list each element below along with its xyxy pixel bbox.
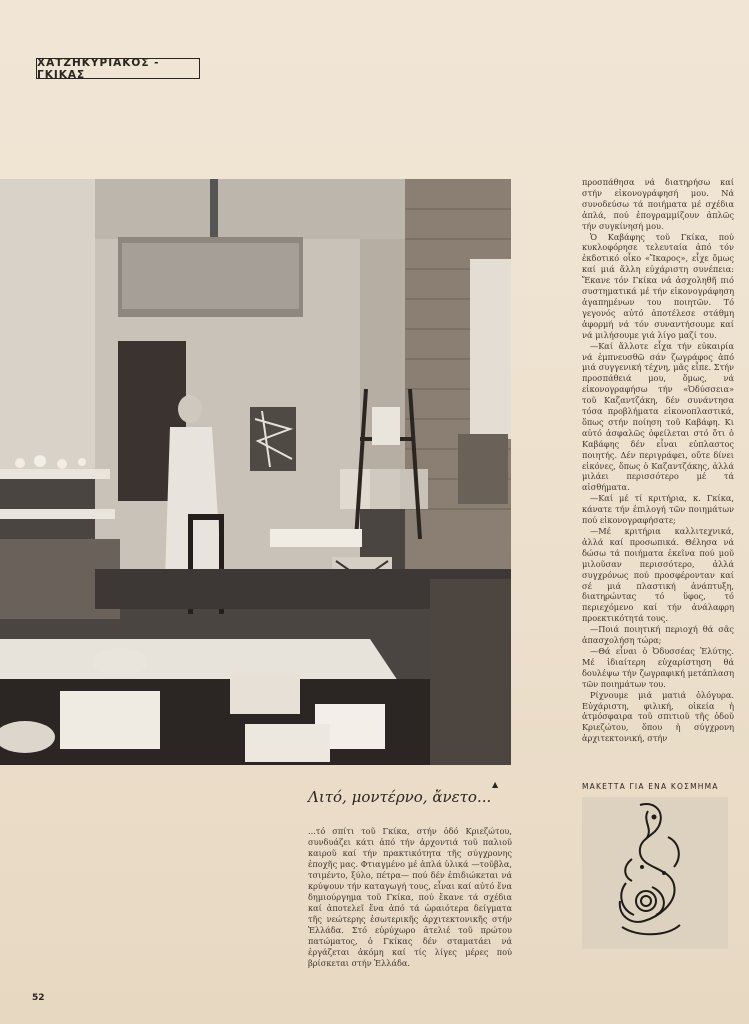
article-right-column [582,177,734,744]
photo-caption-body: ...τό σπίτι τοῦ Γκίκα, στήν ὁδό Κριεζώτου, συνδυάζει κάτι ἀπό τήν ἀρχοντιά τοῦ παλιοῦ καιροῦ καί τήν πρακτικότητα τῆς σύγχρονης ἐποχῆς μας. Φτιαγμένο μέ ἁπλά ὑλικά —τοῦβλα, τσιμέντο, ξύλο, πέτρα— πού δέν ἐπιδιώκεται νά κρύψουν τήν καταγωγή τους, εἶναι καί αὐτό ἕνα δημιούργημα τοῦ Γκίκα, πού ἔκανε τά σχέδια καί ἀποτελεῖ ἕνα ἀπό τά ὡραιότερα δείγματα τῆς νεώτερης ἐσωτερικῆς ἀρχιτεκτονικῆς στήν Ἑλλάδα. Στό εὐρύχωρο ἀτελιέ τοῦ πρώτου πατώματος, ὁ Γκίκας δέν σταματάει νά ἐργάζεται ἀκόμη καί τίς λίγες μέρες πού βρίσκεται στήν Ἑλλάδα. [308,826,512,968]
article-paragraph: —Θά εἶναι ὁ Ὀδυσσέας Ἐλύτης. Μέ ἰδιαίτερη εὐχαρίστηση θά δουλέψω τήν ζωγραφική μετάπλαση τῶν ποιημάτων του. [582,645,734,689]
article-paragraph: προσπάθησα νά διατηρήσω καί στήν εἰκονογράφησή μου. Νά συνοδεύσω τά ποιήματα μέ σχέδια ἁπλά, πού ἐπογραμμίζουν ἁπλῶς τήν συγκίνησή μου. [582,177,734,231]
article-paragraph: —Ποιά ποιητική περιοχή θά σᾶς ἀπασχολήση τώρα; [582,624,734,646]
triangle-marker-icon: ▲ [492,780,499,789]
article-paragraph: Ὁ Καβάφης τοῦ Γκίκα, πού κυκλοφόρησε τελευταία ἀπό τόν ἐκδοτικό οἶκο «Ἴκαρος», εἶχε ὅμως καί μιά ἄλλη εὐχάριστη συνέπεια: Ἔκανε τόν Γκίκα νά ἀσχοληθῆ πιό συστηματικά μέ τήν εἰκονογράφηση ἀγαπημένων του ποιητῶν. Τό γεγονός αὐτό ἀποτέλεσε στάθμη ἀφορμή νά τόν συναντήσουμε καί νά μιλήσουμε γιά λίγο μαζί του. [582,231,734,340]
studio-photo [0,179,511,765]
jewel-sketch-label: ΜΑΚΕΤΤΑ ΓΙΑ ΕΝΑ ΚΟΣΜΗΜΑ [582,782,719,791]
article-paragraph: —Καί ἄλλοτε εἶχα τήν εὐκαιρία νά ἐμπνευσθῶ σάν ζωγράφος ἀπό μιά συγγενική τέχνη, μᾶς εἶπε. Στήν προσπάθειά μου, ὅμως, νά εἰκονογραφήσω τήν «Ὀδύσσεια» τοῦ Καζαντζάκη, δέν συνάντησα τόσα προβλήματα εἰκονοπλαστικά, ὅπως στήν ποίηση τοῦ Καβάφη. Κι αὐτό ἀσφαλῶς ὀφείλεται στό ὅτι ὁ Καβάφης δέν εἶναι εὐπλαστος ποιητής. Δέν περιγράφει, οὔτε δίνει εἰκόνες, ὅπως ὁ Καζαντζάκης, ἀλλά μιλάει περισσότερο μέ τά αἰσθήματα. [582,340,734,493]
page-number: 52 [32,993,45,1003]
article-paragraph: —Μέ κριτήρια καλλιτεχνικά, ἀλλά καί προσωπικά. Θέλησα νά δώσω τά ποιήματα ἐκεῖνα πού μοῦ μιλοῦσαν περισσότερο, ἀλλά συγχρόνως πού προσφέρονταν καί σέ μιά πλαστική ἀνάπτυξη, διατηρώντας τό ὕφος, τό περιεχόμενο καί τήν ἀνάλαφρη προεκτικότητά τους. [582,526,734,624]
studio-photo-illustration [0,179,511,765]
jewel-sketch-drawing [582,797,728,949]
section-header-label: ΧΑΤΖΗΚΥΡΙΑΚΟΣ - ΓΚΙΚΑΣ [36,58,200,79]
article-paragraph: Ρίχνουμε μιά ματιά ὁλόγυρα. Εὐχάριστη, φιλική, οἰκεία ἡ ἀτμόσφαιρα τοῦ σπιτιοῦ τῆς ὁδοῦ Κριεζώτου, ὅπου ἡ σύγχρονη ἀρχιτεκτονική, στήν [582,689,734,744]
jewel-sketch [582,797,728,949]
photo-caption-title: Λιτό, μοντέρνο, ἄνετο... [308,788,492,806]
article-paragraph: —Καί μέ τί κριτήρια, κ. Γκίκα, κάνατε τήν ἐπιλογή τῶν ποιημάτων πού εἰκονογραφήσατε; [582,493,734,526]
